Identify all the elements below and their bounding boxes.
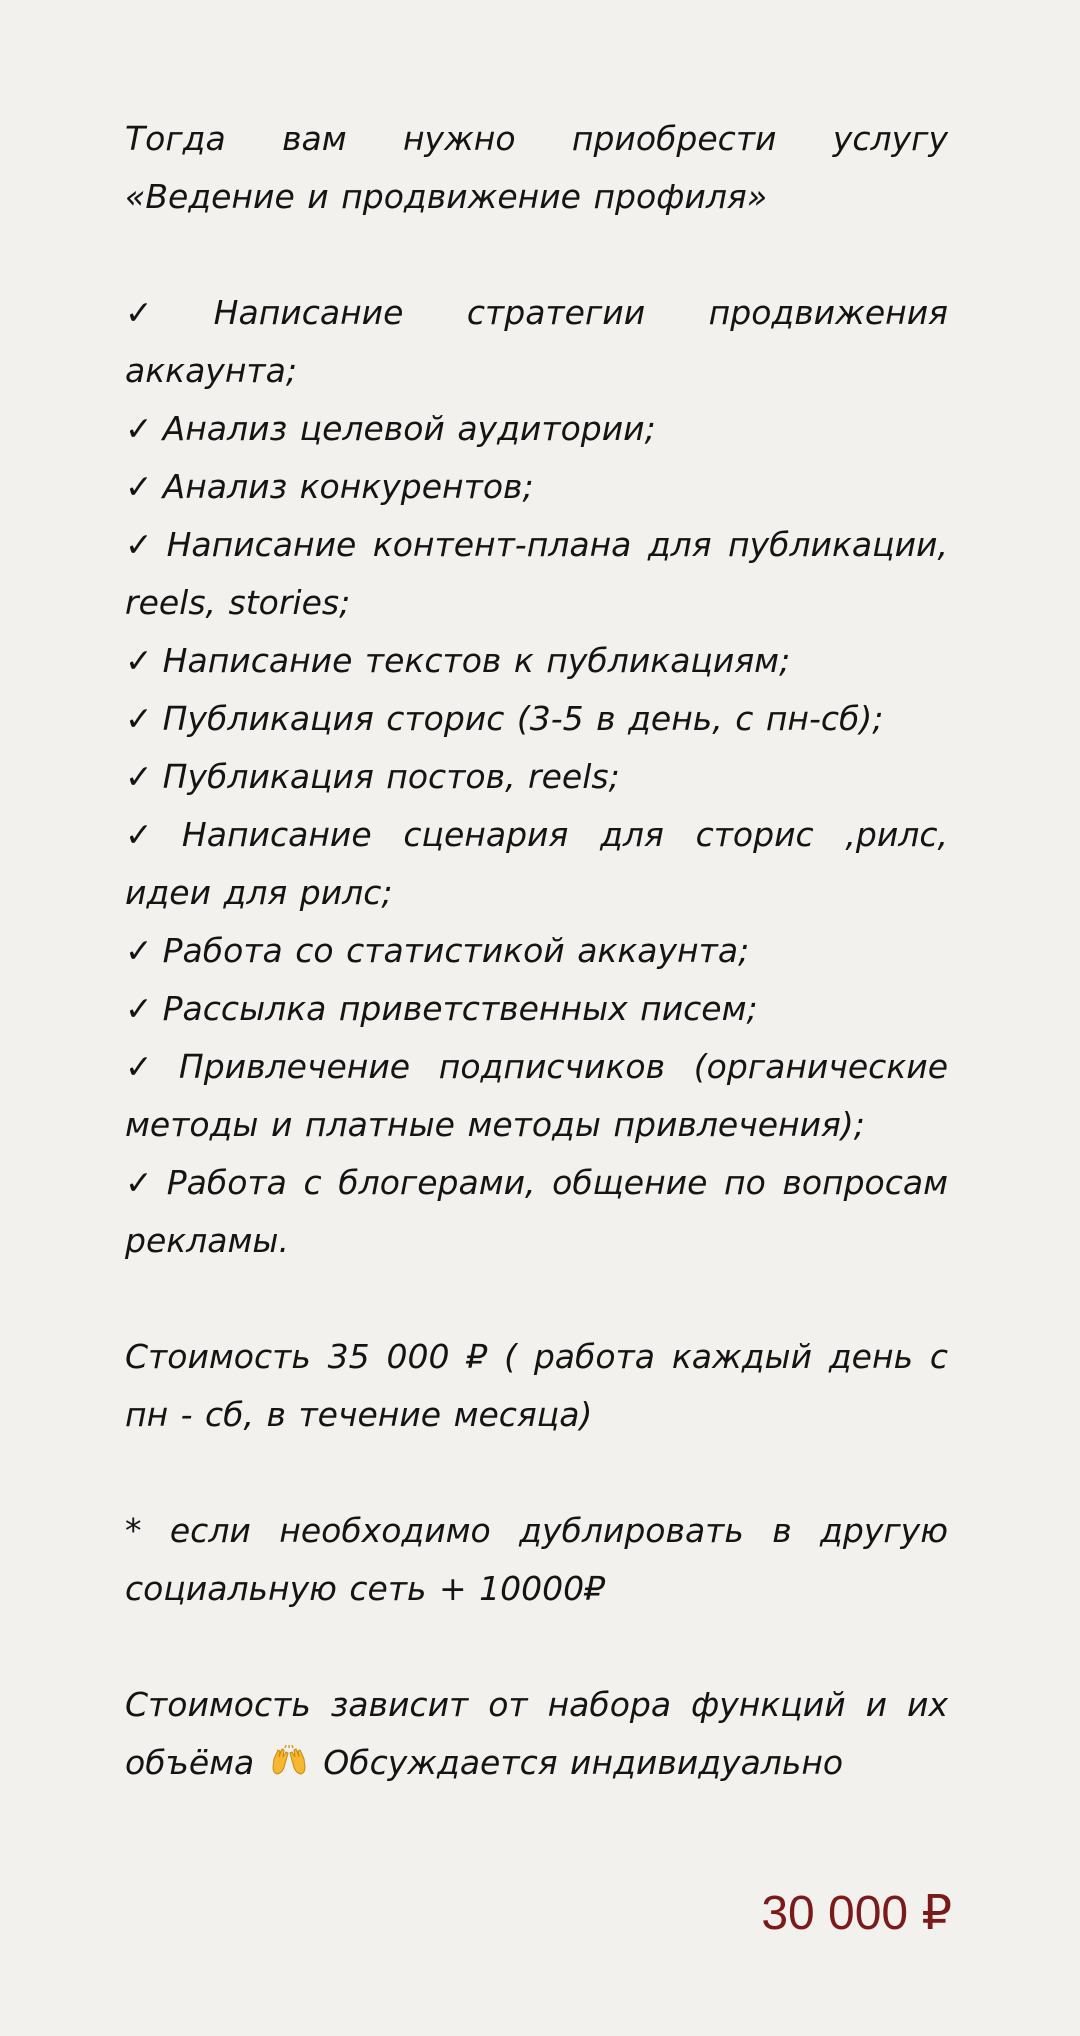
checkmark-icon: ✓ xyxy=(125,931,153,970)
list-item xyxy=(125,400,948,458)
checkmark-icon: ✓ xyxy=(125,525,157,564)
checkmark-icon: ✓ xyxy=(125,757,153,796)
list-item-text: Анализ целевой аудитории; xyxy=(162,409,656,448)
list-item-text: Написание стратегии продвижения аккаунта; xyxy=(125,293,948,390)
final-note xyxy=(125,1676,948,1792)
spacer xyxy=(125,226,948,284)
list-item xyxy=(125,632,948,690)
list-item xyxy=(125,516,948,632)
checkmark-icon: ✓ xyxy=(125,1163,157,1202)
spacer xyxy=(125,1618,948,1676)
list-item-text: Публикация постов, reels; xyxy=(162,757,620,796)
final-note-text: Стоимость зависит от набора функций и их объёма xyxy=(125,1685,948,1782)
list-item-text: Публикация сторис (3-5 в день, с пн-сб); xyxy=(162,699,884,738)
list-item-text: Привлечение подписчиков (органические методы и платные методы привлечения); xyxy=(125,1047,948,1144)
checkmark-icon: ✓ xyxy=(125,409,153,448)
cost-note: Стоимость 35 000 ₽ ( работа каждый день с пн - сб, в течение месяца) xyxy=(125,1337,948,1434)
list-item-text: Написание контент-плана для публикации, reels, stories; xyxy=(125,525,948,622)
list-item xyxy=(125,284,948,400)
checkmark-icon: ✓ xyxy=(125,699,153,738)
extra-note: * если необходимо дублировать в другую социальную сеть + 10000₽ xyxy=(125,1511,948,1608)
intro-text: Тогда вам нужно приобрести услугу «Ведение и продвижение профиля» xyxy=(125,119,948,216)
list-item xyxy=(125,458,948,516)
list-item xyxy=(125,922,948,980)
final-note-text: Обсуждается индивидуально xyxy=(323,1743,844,1782)
checkmark-icon: ✓ xyxy=(125,467,153,506)
list-item-text: Написание сценария для сторис ,рилс, идеи для рилс; xyxy=(125,815,949,912)
spacer xyxy=(125,1270,948,1328)
list-item xyxy=(125,1038,948,1154)
checkmark-icon: ✓ xyxy=(125,293,204,332)
checkmark-icon: ✓ xyxy=(125,815,172,854)
checkmark-icon: ✓ xyxy=(125,641,153,680)
list-item xyxy=(125,806,948,922)
checkmark-icon: ✓ xyxy=(125,989,153,1028)
list-item-text: Анализ конкурентов; xyxy=(162,467,534,506)
list-item-text: Написание текстов к публикациям; xyxy=(162,641,791,680)
checkmark-icon: ✓ xyxy=(125,1047,169,1086)
list-item xyxy=(125,1154,948,1270)
services-list xyxy=(125,284,948,1270)
list-item xyxy=(125,980,948,1038)
list-item-text: Рассылка приветственных писем; xyxy=(162,989,758,1028)
list-item xyxy=(125,748,948,806)
list-item-text: Работа со статистикой аккаунта; xyxy=(162,931,750,970)
raising-hands-icon xyxy=(271,1739,307,1773)
list-item xyxy=(125,690,948,748)
list-item-text: Работа с блогерами, общение по вопросам рекламы. xyxy=(125,1163,948,1260)
price-label: 30 000 ₽ xyxy=(761,1887,952,1940)
spacer xyxy=(125,1444,948,1502)
service-description xyxy=(125,110,948,1792)
